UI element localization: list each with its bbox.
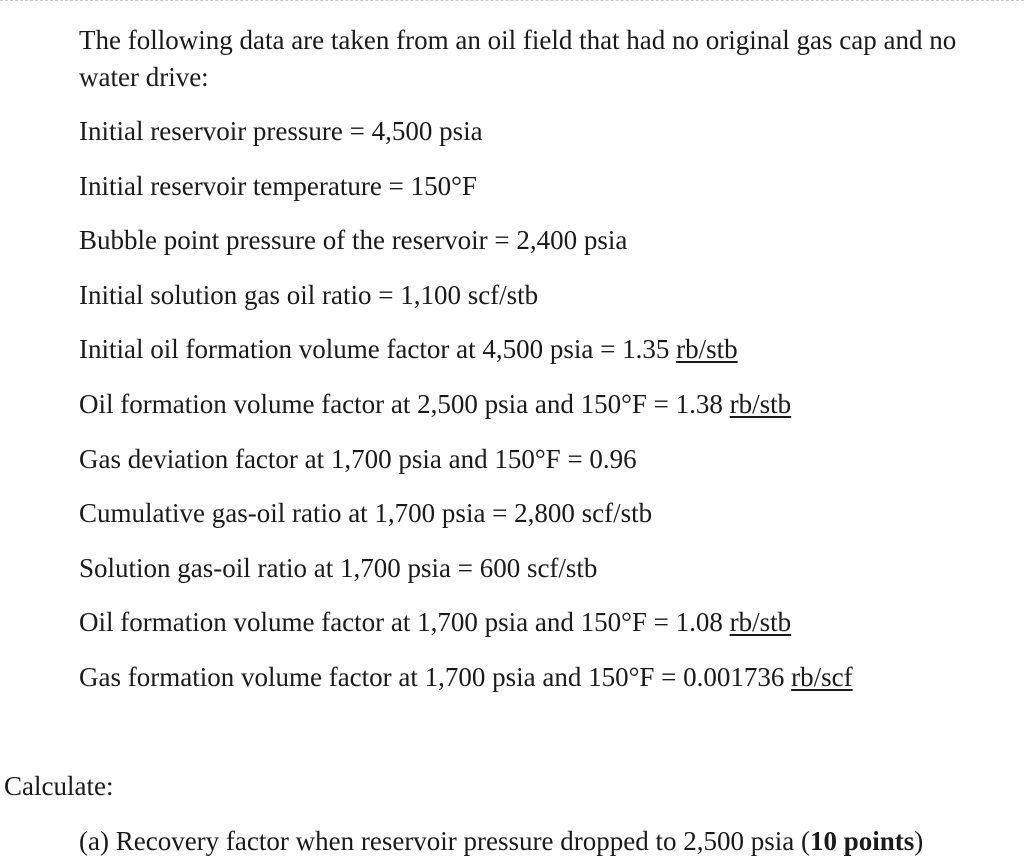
question-text: (a) Recovery factor when reservoir pressure dropped to 2,500 psia (: [79, 826, 810, 856]
data-line-bubble-point: [79, 222, 853, 277]
data-line-text: Oil formation volume factor at 1,700 psia and 150°F = 1.08: [79, 607, 730, 638]
data-line-gas-deviation: [79, 441, 853, 496]
data-line-text: Gas deviation factor at 1,700 psia and 150°F = 0.96: [79, 443, 637, 474]
data-line-text: Cumulative gas-oil ratio at 1,700 psia = 2,800 scf/stb: [79, 498, 653, 529]
calculate-heading: Calculate:: [4, 771, 114, 801]
data-line-text: Initial reservoir pressure = 4,500 psia: [79, 116, 483, 146]
data-line-text: Oil formation volume factor at 2,500 psia and 150°F = 1.38: [79, 388, 730, 419]
data-line-cumulative-gor: [79, 495, 853, 550]
data-line-bo-1700: [79, 604, 853, 659]
top-divider: [0, 0, 1024, 1]
data-line-initial-pressure: [79, 113, 853, 168]
question-close: ): [914, 826, 924, 856]
data-line-text: Initial reservoir temperature = 150°F: [79, 170, 477, 201]
given-data-list: [79, 113, 853, 714]
data-line-solution-gor: [79, 550, 853, 605]
data-line-initial-gor: [79, 277, 853, 332]
data-line-text: Initial oil formation volume factor at 4,500 psia = 1.35: [79, 334, 677, 365]
data-line-text: Gas formation volume factor at 1,700 psia and 150°F = 0.001736: [79, 661, 792, 692]
data-line-text: Solution gas-oil ratio at 1,700 psia = 600 scf/stb: [79, 552, 598, 583]
data-line-text: Bubble point pressure of the reservoir = 2,400 psia: [79, 225, 628, 256]
question-points: 10 points: [809, 826, 915, 856]
unit-label: rb/stb: [676, 334, 738, 365]
data-line-bo-2500: [79, 386, 853, 441]
unit-label: rb/scf: [791, 661, 853, 692]
data-line-initial-bo: [79, 331, 853, 386]
question-a: [79, 823, 923, 860]
unit-label: rb/stb: [729, 607, 792, 638]
unit-label: rb/stb: [729, 388, 792, 419]
data-line-initial-temperature: [79, 168, 853, 223]
data-line-text: Initial solution gas oil ratio = 1,100 scf/stb: [79, 279, 539, 310]
data-line-bg-1700: [79, 659, 853, 714]
intro-paragraph: The following data are taken from an oil field that had no original gas cap and no water drive:: [79, 25, 957, 92]
